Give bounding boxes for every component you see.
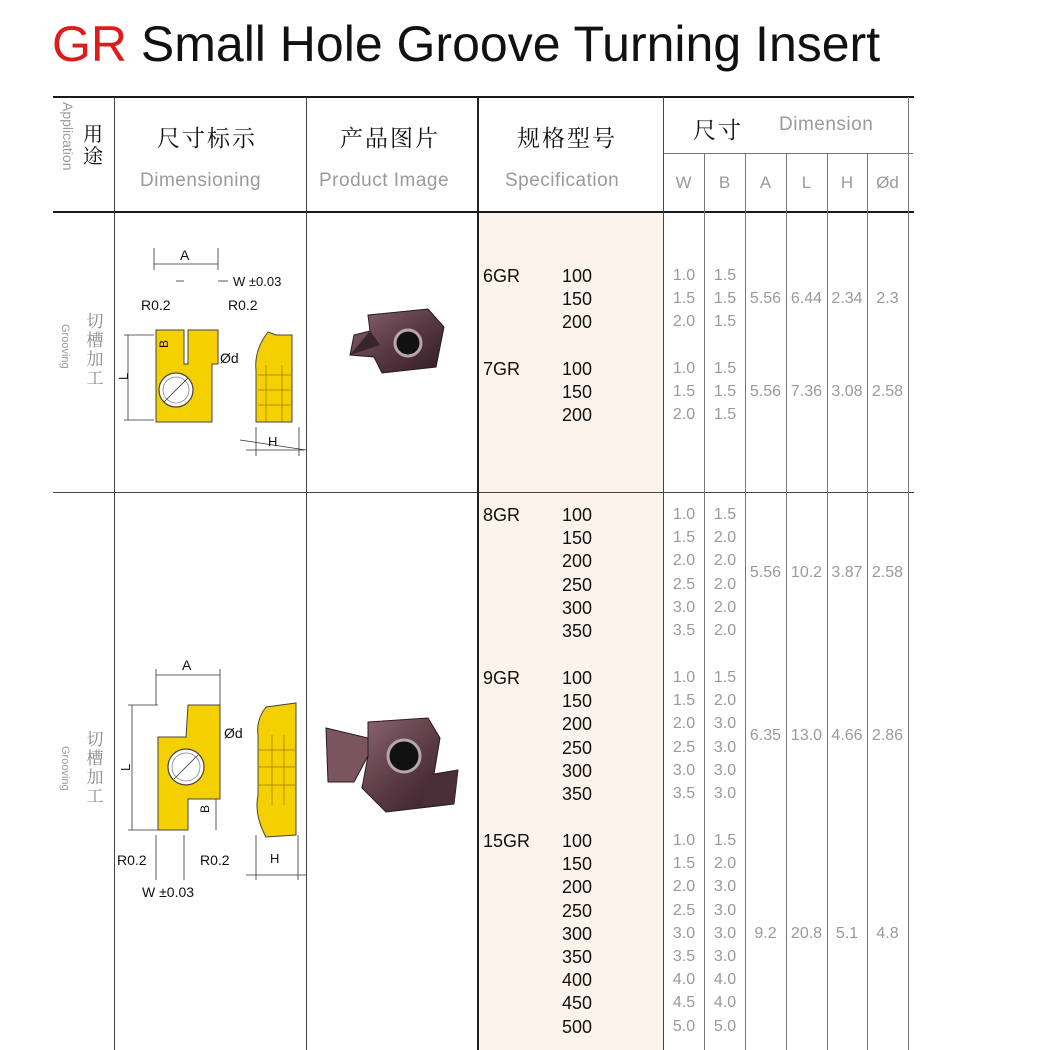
svg-text:R0.2: R0.2 bbox=[117, 852, 147, 868]
dim-w-value: 1.0 bbox=[672, 267, 696, 284]
dim-b-value: 1.5 bbox=[713, 832, 737, 849]
dim-b-value: 3.0 bbox=[713, 878, 737, 896]
spec-size: 250 bbox=[561, 574, 592, 595]
dim-l-value: 10.2 bbox=[790, 564, 823, 581]
dim-w-value: 1.0 bbox=[672, 669, 696, 686]
col-divider-3 bbox=[477, 97, 479, 1050]
spec-size: 250 bbox=[561, 900, 592, 921]
header-bottom-border bbox=[53, 211, 914, 213]
spec-size: 400 bbox=[561, 970, 592, 991]
col-header-w: W bbox=[675, 173, 692, 192]
spec-size: 300 bbox=[561, 597, 592, 618]
spec-size: 500 bbox=[561, 1016, 592, 1037]
dim-w-value: 1.5 bbox=[672, 383, 696, 401]
dim-w-value: 3.5 bbox=[672, 622, 696, 639]
spec-size: 100 bbox=[561, 266, 592, 286]
dim-w-value: 2.5 bbox=[672, 738, 696, 756]
dim-d-value: 2.58 bbox=[871, 564, 904, 581]
spec-size: 150 bbox=[561, 289, 592, 310]
dim-b-value: 1.5 bbox=[713, 360, 737, 377]
svg-text:B: B bbox=[157, 339, 171, 348]
dim-d-value: 4.8 bbox=[876, 924, 899, 942]
dim-w-value: 1.0 bbox=[672, 360, 696, 377]
dim-b-value: 2.0 bbox=[713, 692, 737, 710]
header-image-cn: 产品图片 bbox=[340, 125, 440, 151]
row2-dimension-diagram bbox=[116, 655, 306, 905]
svg-text:H: H bbox=[268, 434, 278, 449]
row1-product-image bbox=[340, 305, 450, 380]
svg-text:Ød: Ød bbox=[220, 350, 239, 366]
dim-h-value: 4.66 bbox=[831, 727, 863, 744]
dim-b-value: 3.0 bbox=[713, 785, 737, 802]
row1-application-en: Grooving bbox=[59, 324, 71, 369]
svg-text:Ød: Ød bbox=[224, 725, 243, 741]
dim-w-value: 3.5 bbox=[672, 948, 696, 965]
spec-size: 100 bbox=[561, 359, 592, 379]
dim-w-value: 2.5 bbox=[672, 901, 696, 919]
dim-d-value: 2.3 bbox=[876, 290, 899, 308]
dim-w-value: 4.0 bbox=[672, 971, 696, 989]
header-dimension-cn: 尺寸 bbox=[693, 117, 743, 143]
dim-w-value: 3.5 bbox=[672, 785, 696, 802]
spec-size: 200 bbox=[561, 714, 592, 735]
dim-h-value: 2.34 bbox=[831, 290, 863, 308]
spec-size: 200 bbox=[561, 551, 592, 572]
row2-application-en: Grooving bbox=[59, 746, 71, 791]
dim-b-value: 2.0 bbox=[713, 552, 737, 570]
dim-b-value: 3.0 bbox=[713, 738, 737, 756]
dim-d-value: 2.86 bbox=[871, 727, 904, 744]
header-application-en: Application bbox=[60, 102, 76, 171]
spec-group-name: 6GR bbox=[483, 266, 521, 286]
dim-w-value: 5.0 bbox=[672, 1017, 696, 1035]
dim-b-value: 4.0 bbox=[713, 994, 737, 1012]
dim-w-value: 3.0 bbox=[672, 761, 696, 779]
dim-b-value: 2.0 bbox=[713, 598, 737, 616]
header-application-cn: 用途 bbox=[83, 124, 103, 168]
dim-b-value: 1.5 bbox=[713, 506, 737, 523]
dim-b-value: 2.0 bbox=[713, 622, 737, 639]
svg-text:A: A bbox=[182, 657, 192, 673]
spec-size: 100 bbox=[561, 668, 592, 688]
dim-b-value: 1.5 bbox=[713, 669, 737, 686]
dim-b-value: 1.5 bbox=[713, 290, 737, 308]
svg-text:R0.2: R0.2 bbox=[228, 297, 258, 313]
spec-size: 300 bbox=[561, 760, 592, 781]
dim-w-value: 1.5 bbox=[672, 692, 696, 710]
row2-product-image bbox=[318, 712, 468, 817]
dim-d-value: 2.58 bbox=[871, 383, 904, 401]
col-header-b: B bbox=[718, 173, 731, 192]
svg-text:W ±0.03: W ±0.03 bbox=[142, 884, 195, 900]
dim-h-value: 5.1 bbox=[835, 924, 859, 942]
col-divider-2 bbox=[306, 97, 307, 1050]
spec-size: 150 bbox=[561, 382, 592, 403]
spec-size: 150 bbox=[561, 854, 592, 875]
dim-l-value: 13.0 bbox=[790, 727, 823, 744]
header-spec-en: Specification bbox=[505, 170, 620, 191]
col-header-h: H bbox=[840, 173, 854, 192]
svg-text:L: L bbox=[118, 763, 133, 771]
dim-a-value: 5.56 bbox=[749, 290, 782, 308]
svg-text:W ±0.03: W ±0.03 bbox=[233, 274, 282, 289]
dim-l-value: 7.36 bbox=[790, 383, 823, 401]
spec-size: 450 bbox=[561, 993, 592, 1014]
spec-group-name: 8GR bbox=[483, 505, 521, 525]
col-divider-b-a bbox=[745, 153, 746, 1050]
dim-w-value: 2.0 bbox=[672, 406, 696, 424]
svg-text:R0.2: R0.2 bbox=[200, 852, 230, 868]
row-divider bbox=[53, 492, 914, 493]
dim-w-value: 1.5 bbox=[672, 529, 696, 547]
dim-b-value: 4.0 bbox=[713, 971, 737, 989]
dim-b-value: 3.0 bbox=[713, 948, 737, 965]
col-header-a: A bbox=[759, 173, 772, 192]
title-text: Small Hole Groove Turning Insert bbox=[127, 16, 881, 72]
dim-b-value: 3.0 bbox=[713, 901, 737, 919]
spec-size: 350 bbox=[561, 621, 592, 641]
dim-b-value: 3.0 bbox=[713, 761, 737, 779]
dim-b-value: 3.0 bbox=[713, 715, 737, 733]
spec-size: 200 bbox=[561, 405, 592, 426]
dim-a-value: 5.56 bbox=[749, 383, 782, 401]
spec-size: 200 bbox=[561, 877, 592, 898]
dim-w-value: 2.0 bbox=[672, 878, 696, 896]
dim-b-value: 2.0 bbox=[713, 855, 737, 873]
header-dimensioning-en: Dimensioning bbox=[140, 170, 262, 191]
dim-b-value: 1.5 bbox=[713, 406, 737, 424]
dim-a-value: 6.35 bbox=[749, 727, 782, 744]
title-accent: GR bbox=[52, 16, 127, 72]
spec-size: 150 bbox=[561, 691, 592, 712]
dim-w-value: 3.0 bbox=[672, 924, 696, 942]
dim-b-value: 2.0 bbox=[713, 575, 737, 593]
dim-w-value: 1.5 bbox=[672, 855, 696, 873]
spec-group-name: 9GR bbox=[483, 668, 521, 688]
dim-a-value: 5.56 bbox=[749, 564, 782, 581]
dim-w-value: 3.0 bbox=[672, 598, 696, 616]
dim-b-value: 5.0 bbox=[713, 1017, 737, 1035]
spec-size: 100 bbox=[561, 505, 592, 525]
dim-w-value: 1.5 bbox=[672, 290, 696, 308]
header-dimensioning-cn: 尺寸标示 bbox=[157, 125, 257, 151]
dim-b-value: 1.5 bbox=[713, 383, 737, 401]
svg-text:B: B bbox=[198, 804, 212, 813]
spec-size: 350 bbox=[561, 784, 592, 804]
spec-size: 200 bbox=[561, 312, 592, 333]
spec-size: 150 bbox=[561, 528, 592, 549]
header-spec-cn: 规格型号 bbox=[517, 125, 617, 151]
header-dimension-en: Dimension bbox=[779, 114, 874, 135]
col-divider-a-l bbox=[786, 153, 787, 1050]
dim-b-value: 1.5 bbox=[713, 267, 737, 284]
spec-size: 100 bbox=[561, 831, 592, 851]
spec-size: 300 bbox=[561, 923, 592, 944]
page-title bbox=[52, 14, 880, 74]
header-image-en: Product Image bbox=[319, 170, 450, 191]
dim-w-value: 2.5 bbox=[672, 575, 696, 593]
dim-b-value: 2.0 bbox=[713, 529, 737, 547]
col-divider-1 bbox=[114, 97, 115, 1050]
table-top-border bbox=[53, 96, 914, 98]
col-divider-h-d bbox=[867, 153, 868, 1050]
dim-h-value: 3.08 bbox=[831, 383, 863, 401]
col-header-d: Ød bbox=[876, 173, 899, 192]
spec-size: 250 bbox=[561, 737, 592, 758]
col-divider-right bbox=[908, 97, 909, 1050]
spec-group-name: 15GR bbox=[483, 831, 531, 851]
spec-size: 350 bbox=[561, 947, 592, 967]
dim-w-value: 1.0 bbox=[672, 506, 696, 523]
svg-text:R0.2: R0.2 bbox=[141, 297, 171, 313]
dimension-subheader-line bbox=[663, 153, 913, 154]
dim-l-value: 6.44 bbox=[790, 290, 823, 308]
row1-dimension-diagram bbox=[116, 240, 306, 465]
dim-w-value: 2.0 bbox=[672, 552, 696, 570]
dim-b-value: 3.0 bbox=[713, 924, 737, 942]
col-header-l: L bbox=[801, 173, 812, 192]
row2-application-cn: 切槽加工 bbox=[86, 730, 104, 806]
svg-text:L: L bbox=[116, 372, 131, 380]
svg-text:A: A bbox=[180, 247, 190, 263]
dim-a-value: 9.2 bbox=[754, 924, 777, 942]
dim-l-value: 20.8 bbox=[790, 924, 823, 942]
dim-w-value: 4.5 bbox=[672, 994, 696, 1012]
dim-w-value: 1.0 bbox=[672, 832, 696, 849]
row1-application-cn: 切槽加工 bbox=[86, 312, 104, 388]
col-divider-l-h bbox=[827, 153, 828, 1050]
dim-w-value: 2.0 bbox=[672, 715, 696, 733]
dim-w-value: 2.0 bbox=[672, 313, 696, 331]
dim-b-value: 1.5 bbox=[713, 313, 737, 331]
spec-group-name: 7GR bbox=[483, 359, 521, 379]
svg-text:H: H bbox=[270, 851, 280, 866]
dim-h-value: 3.87 bbox=[831, 564, 863, 581]
